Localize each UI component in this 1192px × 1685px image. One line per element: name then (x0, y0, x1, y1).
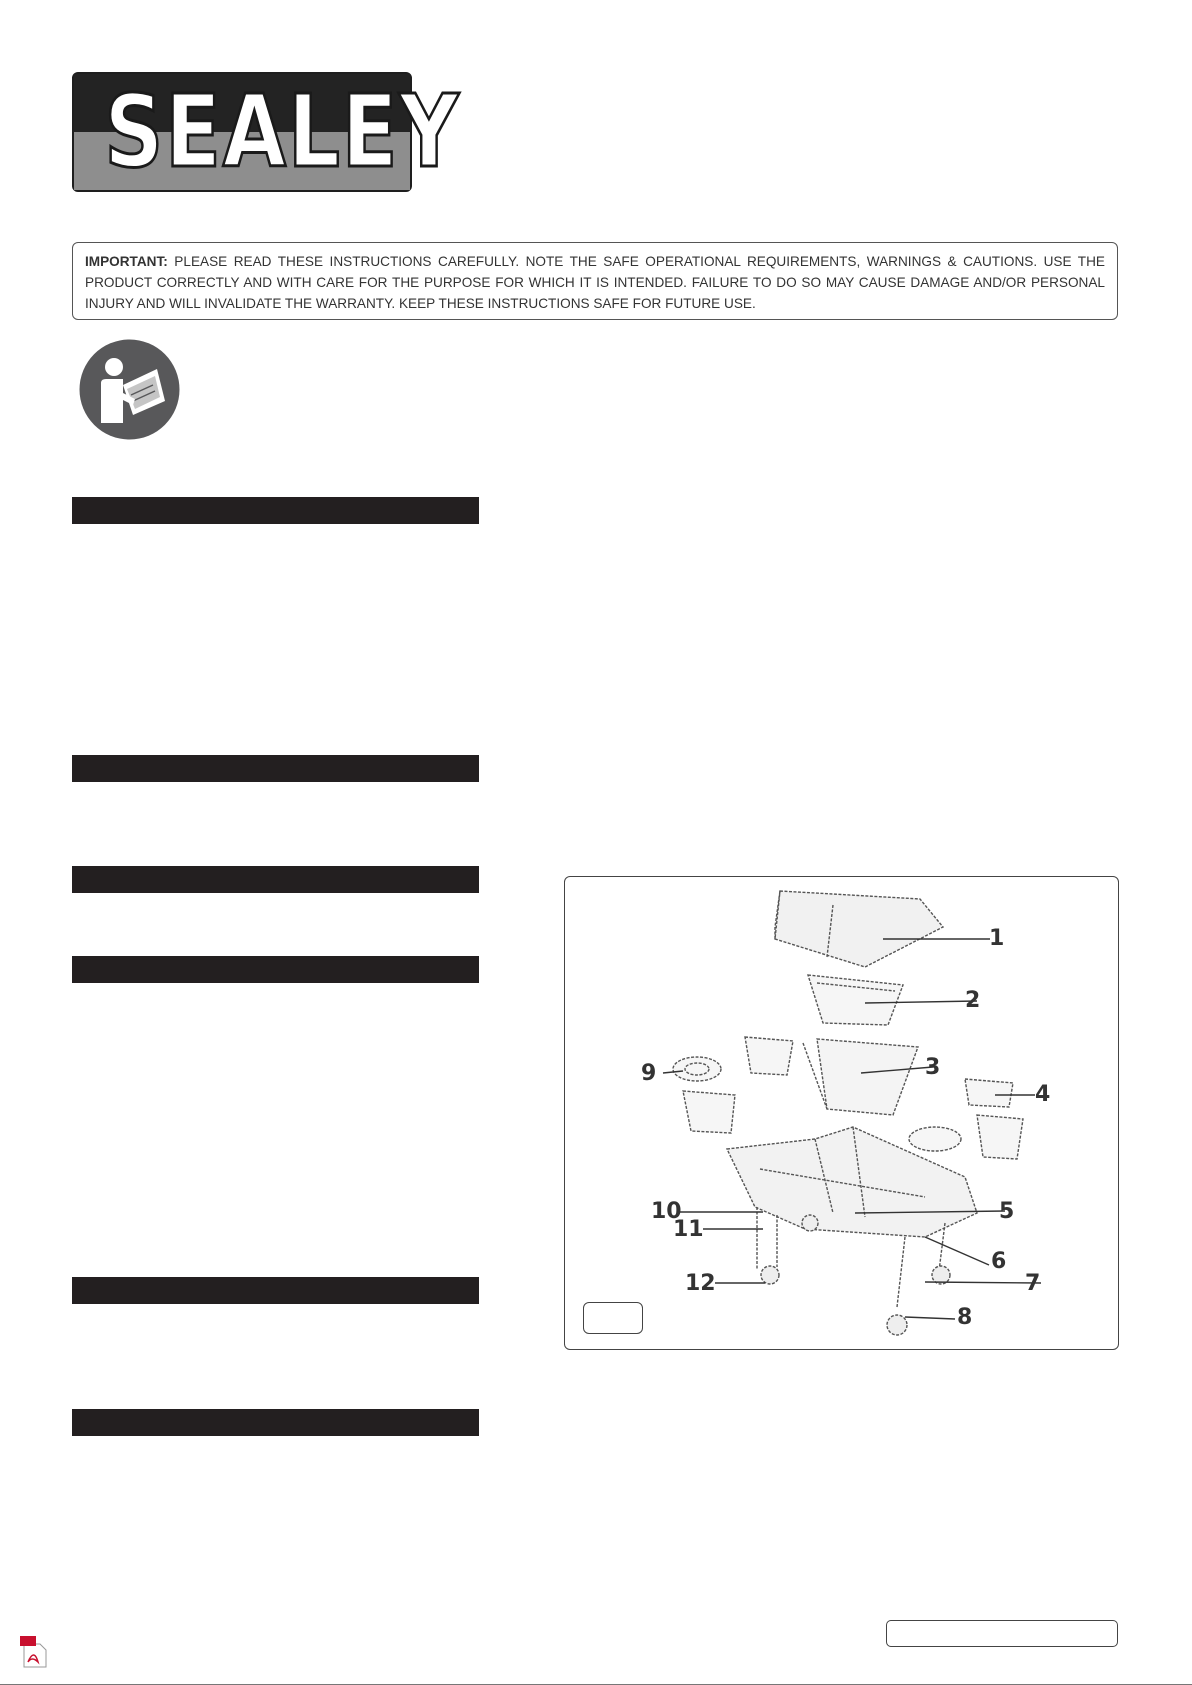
parts-diagram (564, 876, 1119, 1350)
logo-wordmark: SEALEY (104, 73, 461, 190)
section-bar-6 (72, 1409, 479, 1436)
important-notice (72, 242, 1118, 320)
section-bar-2 (72, 755, 479, 782)
callout-12: 12 (685, 1271, 716, 1296)
section-bar-3 (72, 866, 479, 893)
read-manual-icon (79, 339, 180, 440)
callout-11: 11 (673, 1217, 704, 1242)
section-bar-4 (72, 956, 479, 983)
section-bar-5 (72, 1277, 479, 1304)
pdf-icon[interactable] (20, 1636, 50, 1668)
callout-5: 5 (999, 1199, 1015, 1224)
footer-label-box (886, 1620, 1118, 1647)
callout-9: 9 (641, 1061, 657, 1086)
callout-10: 10 (651, 1199, 682, 1224)
important-text: PLEASE READ THESE INSTRUCTIONS CAREFULLY. NOTE THE SAFE OPERATIONAL REQUIREMENTS, WARNINGS & CAUTIONS. USE THE PRODUCT CORRECTLY AND WITH CARE FOR THE PURPOSE FOR WHICH IT IS INTENDED. FAILURE TO DO SO MAY CAUSE DAMAGE AND/OR PERSONAL INJURY AND WILL INVALIDATE THE WARRANTY. KEEP THESE INSTRUCTIONS SAFE FOR FUTURE USE. (85, 254, 1105, 311)
figure-label-box (583, 1302, 643, 1334)
callout-7: 7 (1025, 1271, 1041, 1296)
callout-1: 1 (989, 926, 1005, 951)
important-label: IMPORTANT: (85, 254, 168, 269)
sealey-logo (72, 72, 461, 192)
callout-6: 6 (991, 1249, 1007, 1274)
callout-8: 8 (957, 1305, 973, 1330)
section-bar-1 (72, 497, 479, 524)
callout-3: 3 (925, 1055, 941, 1080)
callout-2: 2 (965, 988, 981, 1013)
callout-4: 4 (1035, 1082, 1051, 1107)
